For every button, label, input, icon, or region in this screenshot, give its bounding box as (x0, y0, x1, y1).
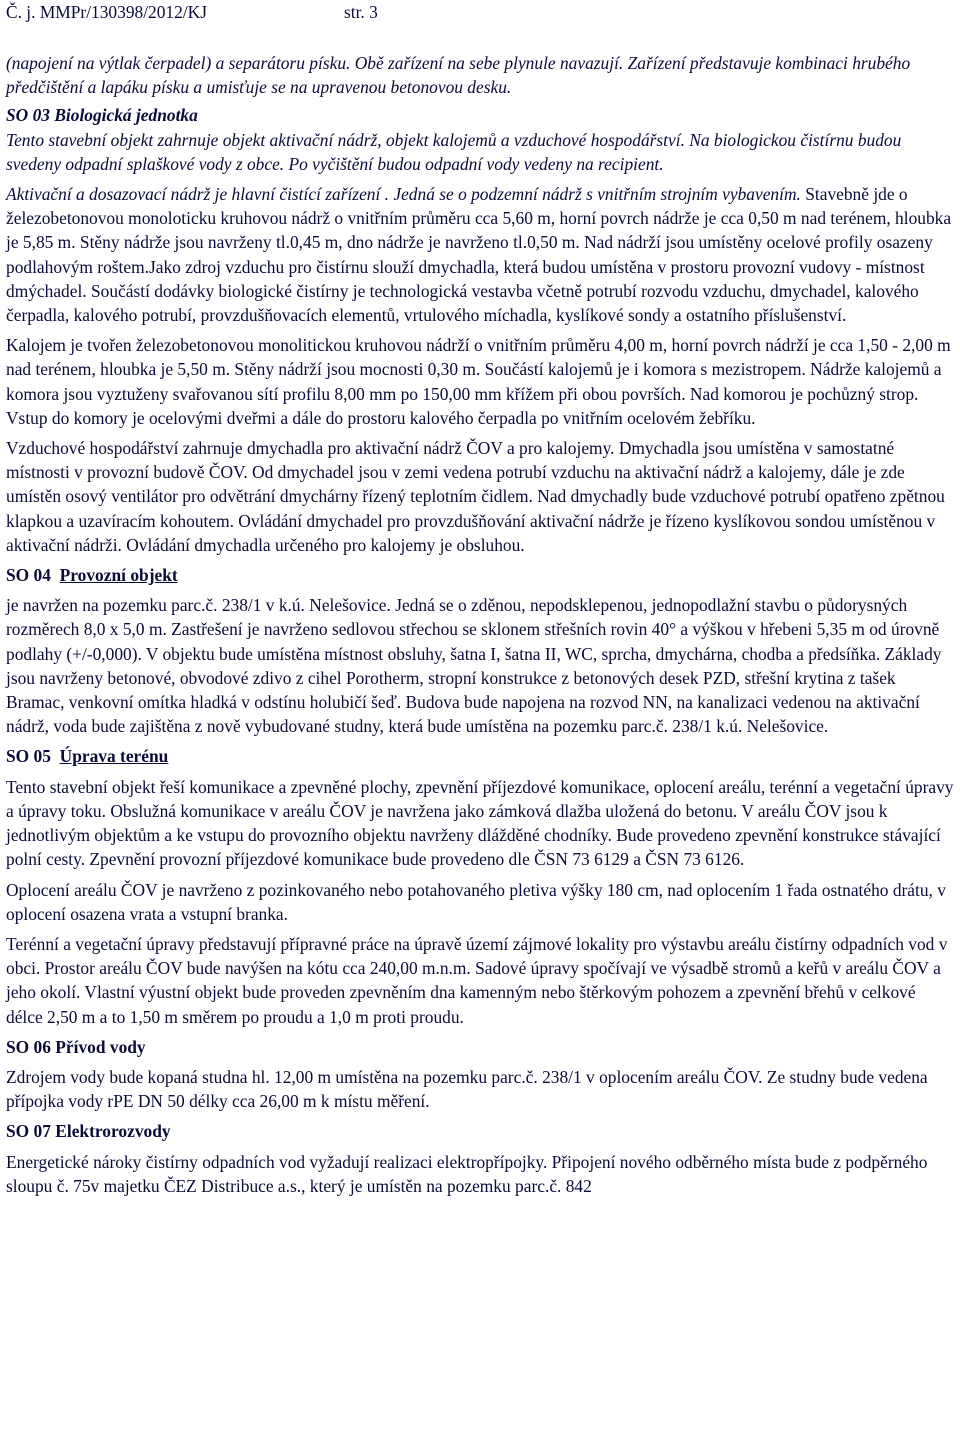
so03-paragraph-2-text: Stavebně jde o železobetonovou monoloticku kruhovou nádrž o vnitřním průměru cca 5,60 m, horní povrch nádrže je cca 0,50 m nad terénem, hloubka je 5,85 m. Stěny nádrže jsou navrženy tl.0,45 m, dno nádrže je navrženo tl.0,50 m. Nad nádrží jsou umístěny ocelové profily osazeny podlahovým roštem.Jako zdroj vzduchu pro čistírnu slouží dmychadla, která budou umístěna v prostoru provozní vudovy - místnost dmýchadel. Součástí dodávky biologické čistírny je technologická vestavba včetně potrubí rozvodu vzduchu, dmychadel, kalového čerpadla, kalového potrubí, provzdušňovacích elementů, vrtulového míchadla, kyslíkové sondy a ostatního příslušenství. (6, 184, 952, 326)
so04-code: SO 04 (6, 565, 51, 586)
so07-heading: SO 07 Elektrorozvody (6, 1121, 171, 1142)
section-so06 (6, 1035, 954, 1114)
intro-paragraph: (napojení na výtlak čerpadel) a separátoru písku. Obě zařízení na sebe plynule navazují. Zařízení představuje kombinaci hrubého předčištění a lapáku písku a umisťuje se na upravenou betonovou desku. (6, 53, 911, 98)
so03-paragraph-2-italic: Aktivační a dosazovací nádrž je hlavní čistící zařízení . Jedná se o podzemní nádrž s vnitřním strojním vybavením. (6, 184, 801, 205)
section-so04 (6, 563, 954, 738)
section-so05 (6, 744, 954, 1028)
so05-paragraph-2: Oplocení areálu ČOV je navrženo z pozinkovaného nebo potahovaného pletiva výšky 180 cm, nad oplocením 1 řada ostnatého drátu, v oplocení osazena vrata a vstupní branka. (6, 879, 946, 924)
so05-paragraph-1: Tento stavební objekt řeší komunikace a zpevněné plochy, zpevnění příjezdové komunikace, oplocení areálu, terénní a vegetační úpravy a úpravy toku. Obslužná komunikace v areálu ČOV je navržena jako zámková dlažba uložená do betonu. V areálu ČOV jsou k jednotlivým objektům a ke vstupu do provozního objektu navrženy dlážděné chodníky. Bude provedeno zpevnění konstrukce stávající polní cesty. Zpevnění provozní příjezdové komunikace bude provedeno dle ČSN 73 6129 a ČSN 73 6126. (6, 776, 954, 870)
document-body (6, 51, 954, 1198)
so06-heading: SO 06 Přívod vody (6, 1036, 146, 1057)
so06-paragraph-1: Zdrojem vody bude kopaná studna hl. 12,00 m umístěna na pozemku parc.č. 238/1 v oplocením areálu ČOV. Ze studny bude vedena přípojka vody rPE DN 50 délky cca 26,00 m k místu měření. (6, 1066, 928, 1112)
so07-paragraph-1: Energetické nároky čistírny odpadních vod vyžadují realizaci elektropřípojky. Připojení nového odběrného místa bude z podpěrného sloupu č. 75v majetku ČEZ Distribuce a.s., který je umístěn na pozemku parc.č. 842 (6, 1151, 928, 1196)
so03-heading: SO 03 Biologická jednotka (6, 105, 198, 126)
so05-title: Úprava terénu (59, 746, 169, 767)
page-header (6, 0, 378, 24)
so05-code: SO 05 (6, 746, 51, 767)
so03-paragraph-3: Kalojem je tvořen železobetonovou monolitickou kruhovou nádrží o vnitřním průměru 4,00 m, horní povrch nádrží je cca 1,50 - 2,00 m nad terénem, hloubka je 5,50 m. Stěny nádrží jsou mocnosti 0,30 m. Součástí kalojemů je i komora s mezistropem. Nádrže kalojemů a komora jsou vyztuženy svařovanou sítí profilu 8,00 mm po 150,00 mm křížem při obou površích. Nad komorou je pochůzný strop. Vstup do komory je ocelovými dveřmi a dále do prostoru kalového čerpadla po vnitřním ocelovém žebříku. (6, 335, 951, 428)
page-number: str. 3 (344, 2, 378, 22)
so04-heading (6, 563, 954, 587)
section-so07 (6, 1119, 954, 1198)
so05-heading (6, 744, 954, 768)
so03-paragraph-2 (6, 182, 954, 327)
so03-paragraph-4: Vzduchové hospodářství zahrnuje dmychadla pro aktivační nádrž ČOV a pro kalojemy. Dmychadla jsou umístěna v samostatné místnosti v provozní budově ČOV. Od dmychadel jsou v zemi vedena potrubí vzduchu na aktivační nádrž a kalojemy, dále je zde umístěn osový ventilátor pro odvětrání dmychárny řízený teplotním čidlem. Nad dmychadly bude vzduchové potrubí opatřeno zpětnou klapkou a uzavíracím kohoutem. Ovládání dmychadel pro provzdušňování aktivační nádrže je řízeno kyslíkovou sondou umístěnou v aktivační nádrži. Ovládání dmychadla určeného pro kalojemy je obsluhou. (6, 438, 945, 555)
so05-paragraph-3: Terénní a vegetační úpravy představují přípravné práce na úpravě území zájmové lokality pro výstavbu areálu čistírny odpadních vod v obci. Prostor areálu ČOV bude navýšen na kótu cca 240,00 m.n.m. Sadové úpravy spočívají ve výsadbě stromů a keřů v areálu ČOV a jeho okolí. Vlastní výustní objekt bude proveden zpevněním dna kamenným nebo štěrkovým pohozem a zpevnění břehů v celkové délce 2,50 m a to 1,50 m směrem po proudu a 1,0 m proti proudu. (6, 933, 948, 1027)
section-so03 (6, 103, 954, 557)
so04-title: Provozní objekt (59, 565, 178, 586)
document-reference: Č. j. MMPr/130398/2012/KJ (6, 2, 207, 22)
so03-paragraph-1: Tento stavební objekt zahrnuje objekt aktivační nádrž, objekt kalojemů a vzduchové hospodářství. Na biologickou čistírnu budou svedeny odpadní splaškové vody z obce. Po vyčištění budou odpadní vody vedeny na recipient. (6, 129, 902, 174)
so04-paragraph-1: je navržen na pozemku parc.č. 238/1 v k.ú. Nelešovice. Jedná se o zděnou, nepodsklepenou, jednopodlažní stavbu o půdorysných rozměrech 8,0 x 5,0 m. Zastřešení je navrženo sedlovou střechou se sklonem střešních rovin 40° a výškou v hřebeni 5,35 m od úrovně podlahy (+/-0,000). V objektu bude umístěna místnost obsluhy, šatna I, šatna II, WC, sprcha, dmychárna, chodba a předsíňka. Základy jsou navrženy betonové, obvodové zdivo z cihel Porotherm, stropní konstrukce z betonových desek PZD, střešní krytina z tašek Bramac, venkovní omítka hladká v odstínu holubičí šeď. Budova bude napojena na rozvod NN, na kanalizaci vedenou na aktivační nádrž, voda bude zajištěna z nově vybudované studny, která bude umístěna na pozemku parc.č. 238/1 k.ú. Nelešovice. (6, 595, 942, 737)
